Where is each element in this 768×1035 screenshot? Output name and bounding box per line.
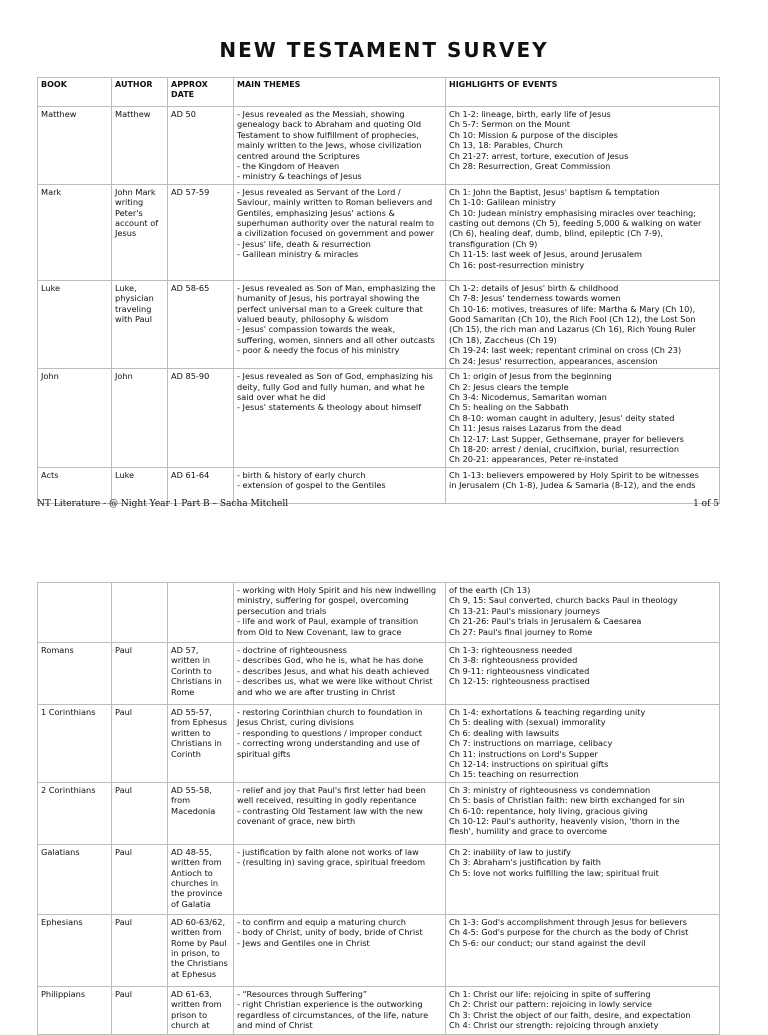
- highlights-cell-line: (Ch 6), healing deaf, dumb, blind, epileptic (Ch 7-9),: [449, 228, 664, 239]
- themes-cell-line: ministry, suffering for gospel, overcoming: [237, 595, 409, 606]
- author-cell: [112, 643, 168, 705]
- highlights-cell-line: Ch 11: Jesus raises Lazarus from the dead: [449, 423, 622, 434]
- book-cell: John: [38, 369, 112, 468]
- themes-cell-line: - describes us, what we were like without Christ: [237, 676, 433, 687]
- date-cell: [168, 643, 234, 705]
- table-row: [38, 914, 720, 986]
- themes-cell-line: genealogy back to Abraham and quoting Old: [237, 119, 422, 130]
- date-cell-line: in prison, to: [171, 948, 220, 959]
- author-cell-line: writing: [115, 197, 144, 208]
- highlights-cell-line: Ch 3-4: Nicodemus, Samaritan woman: [449, 391, 607, 402]
- themes-cell-line: - correcting wrong understanding and use of: [237, 738, 420, 749]
- table-row: [38, 643, 720, 705]
- date-cell-line: Macedonia: [171, 805, 216, 816]
- date-cell-line: Antioch to: [171, 867, 213, 878]
- author-cell-line: Paul: [115, 988, 133, 999]
- themes-cell-line: - Jesus' compassion towards the weak,: [237, 324, 396, 335]
- date-cell-line: Corinth to: [171, 665, 212, 676]
- highlights-cell-line: Ch 3: Christ the object of our faith, desire, and expectation: [449, 1009, 691, 1020]
- highlights-cell-line: flesh', humility and grace to overcome: [449, 826, 608, 837]
- date-cell-line: Rome: [171, 686, 195, 697]
- date-cell-line: AD 57,: [171, 645, 199, 655]
- themes-cell-line: a civilization focused on government and power: [237, 228, 434, 239]
- highlights-cell-line: Ch 9-11: righteousness vindicated: [449, 665, 590, 676]
- highlights-cell-line: Ch 9, 15: Saul converted, church backs Paul in theology: [449, 595, 678, 606]
- themes-cell-line: - poor & needy the focus of his ministry: [237, 345, 400, 356]
- themes-cell: [234, 583, 446, 643]
- themes-cell-line: - relief and joy that Paul's first letter had been: [237, 784, 426, 795]
- date-cell-line: from Ephesus: [171, 717, 227, 728]
- highlights-cell-line: Ch 21-27: arrest, torture, execution of Jesus: [449, 150, 629, 161]
- highlights-cell-line: Ch 1-2: details of Jesus' birth & childhood: [449, 282, 619, 293]
- highlights-cell-line: Ch 27: Paul's final journey to Rome: [449, 626, 593, 637]
- highlights-cell-line: Ch 13-21: Paul's missionary journeys: [449, 605, 600, 616]
- themes-cell-line: and who we are after trusting in Christ: [237, 686, 396, 697]
- date-cell-line: the province: [171, 888, 223, 899]
- book-cell: [38, 583, 112, 643]
- themes-cell-line: humanity of Jesus, his portrayal showing the: [237, 293, 420, 304]
- date-cell-line: AD 57-59: [171, 186, 210, 197]
- themes-cell-line: Gentiles, emphasizing Jesus' actions &: [237, 207, 395, 218]
- author-cell-line: Paul: [115, 846, 133, 857]
- highlights-cell-line: Ch 13, 18: Parables, Church: [449, 140, 563, 151]
- highlights-cell-line: casting out demons (Ch 5), feeding 5,000 & walking on water: [449, 218, 702, 229]
- date-cell-line: the Christians: [171, 958, 228, 969]
- highlights-cell-line: Ch 2: Christ our pattern: rejoicing in lowly service: [449, 999, 652, 1010]
- themes-cell-line: - responding to questions / improper conduct: [237, 727, 422, 738]
- date-cell-line: written to: [171, 727, 211, 738]
- highlights-cell-line: Ch 28: Resurrection, Great Commission: [449, 161, 611, 172]
- date-cell: [168, 782, 234, 844]
- themes-cell-line: said over what he did: [237, 391, 326, 402]
- author-cell-line: Luke: [115, 469, 135, 480]
- highlights-cell-line: (Ch 15), the rich man and Lazarus (Ch 16), Rich Young Ruler: [449, 324, 696, 335]
- themes-cell-line: - justification by faith alone not works of law: [237, 846, 419, 857]
- author-cell-line: John: [115, 371, 133, 382]
- date-cell-line: AD 61-64: [171, 469, 210, 480]
- highlights-cell-line: Ch 6: dealing with lawsuits: [449, 727, 560, 738]
- highlights-cell-line: Ch 12-15: righteousness practised: [449, 676, 590, 687]
- date-cell: [168, 705, 234, 783]
- highlights-cell-line: Ch 5: basis of Christian faith: new birth exchanged for sin: [449, 795, 685, 806]
- header-themes: MAIN THEMES: [234, 78, 446, 107]
- author-cell-line: Luke,: [115, 282, 137, 293]
- date-cell-line: of Galatia: [171, 898, 211, 909]
- date-cell-line: written in: [171, 655, 211, 666]
- themes-cell-line: - to confirm and equip a maturing church: [237, 916, 406, 927]
- themes-cell-line: - Galilean ministry & miracles: [237, 249, 359, 260]
- author-cell-line: Jesus: [115, 228, 137, 239]
- highlights-cell-line: Ch 11: instructions on Lord's Supper: [449, 748, 598, 759]
- highlights-cell-line: Ch 5: love not works fulfilling the law; spiritual fruit: [449, 867, 659, 878]
- author-cell-line: Paul: [115, 645, 133, 655]
- highlights-cell-line: (Ch 18), Zaccheus (Ch 19): [449, 334, 557, 345]
- highlights-cell-line: Good Samaritan (Ch 10), the Rich Fool (Ch 12), the Lost Son: [449, 314, 696, 325]
- highlights-cell-line: Ch 1-4: exhortations & teaching regarding unity: [449, 707, 646, 717]
- highlights-cell: [446, 705, 720, 783]
- themes-cell-line: deity, fully God and fully human, and what he: [237, 381, 425, 392]
- header-highlights: HIGHLIGHTS OF EVENTS: [446, 78, 720, 107]
- themes-cell-line: - doctrine of righteousness: [237, 645, 347, 655]
- highlights-cell-line: Ch 5-6: our conduct; our stand against the devil: [449, 937, 646, 948]
- book-cell: Romans: [38, 643, 112, 705]
- date-cell-line: written from: [171, 927, 222, 938]
- date-cell-line: written from: [171, 999, 222, 1010]
- themes-cell-line: - life and work of Paul, example of transition: [237, 616, 419, 627]
- author-cell: [112, 986, 168, 1034]
- highlights-cell: [446, 643, 720, 705]
- author-cell: [112, 583, 168, 643]
- themes-cell-line: - Jesus revealed as Son of God, emphasizing his: [237, 371, 433, 382]
- date-cell-line: AD 60-63/62,: [171, 916, 226, 927]
- highlights-cell-line: Ch 1-13: believers empowered by Holy Spirit to be witnesses: [449, 469, 699, 480]
- header-date-line-1: APPROX: [171, 80, 208, 89]
- highlights-cell: [446, 914, 720, 986]
- themes-cell-line: mainly written to the Jews, whose civilization: [237, 140, 422, 151]
- highlights-cell-line: Ch 3: Abraham's justification by faith: [449, 857, 601, 868]
- book-cell: 2 Corinthians: [38, 782, 112, 844]
- header-author: AUTHOR: [112, 78, 168, 107]
- themes-cell-line: regardless of circumstances, of the life, nature: [237, 1009, 429, 1020]
- date-cell-line: written from: [171, 857, 222, 868]
- themes-cell-line: Testament to show fulfillment of prophecies,: [237, 129, 419, 140]
- author-cell: [112, 782, 168, 844]
- themes-cell-line: suffering, women, sinners and all other outcasts: [237, 334, 435, 345]
- date-cell: [168, 844, 234, 914]
- author-cell-line: John Mark: [115, 186, 156, 197]
- highlights-cell-line: Ch 16: post-resurrection ministry: [449, 259, 585, 270]
- author-cell-line: physician: [115, 293, 154, 304]
- themes-cell-line: - describes Jesus, and what his death achieved: [237, 665, 430, 676]
- highlights-cell-line: in Jerusalem (Ch 1-8), Judea & Samaria (8-12), and the ends: [449, 480, 696, 491]
- highlights-cell-line: Ch 7: instructions on marriage, celibacy: [449, 738, 613, 749]
- date-cell-line: AD 58-65: [171, 282, 210, 293]
- themes-cell: [234, 782, 446, 844]
- themes-cell-line: covenant of grace, new birth: [237, 816, 356, 827]
- themes-cell-line: - right Christian experience is the outworking: [237, 999, 423, 1010]
- themes-cell-line: - Jesus revealed as Servant of the Lord /: [237, 186, 401, 197]
- highlights-cell-line: Ch 1: John the Baptist, Jesus' baptism & temptation: [449, 186, 660, 197]
- table-row: [38, 844, 720, 914]
- date-cell-line: AD 48-55,: [171, 846, 212, 857]
- highlights-cell-line: Ch 10-16: motives, treasures of life: Martha & Mary (Ch 10),: [449, 303, 696, 314]
- highlights-cell-line: transfiguration (Ch 9): [449, 238, 538, 249]
- footer-page-number: 1 of 5: [693, 499, 719, 509]
- date-cell: [168, 986, 234, 1034]
- author-cell: [112, 914, 168, 986]
- date-cell-line: AD 85-90: [171, 371, 210, 382]
- themes-cell-line: - describes God, who he is, what he has done: [237, 655, 424, 666]
- themes-cell-line: perfect universal man to a Greek culture that: [237, 303, 423, 314]
- themes-cell-line: Jesus Christ, curing divisions: [237, 717, 354, 728]
- date-cell-line: Christians in: [171, 676, 222, 687]
- themes-cell-line: - Jesus' life, death & resurrection: [237, 238, 371, 249]
- highlights-cell-line: Ch 3: ministry of righteousness vs condemnation: [449, 784, 651, 795]
- date-cell-line: church at: [171, 1020, 210, 1031]
- document-title: NEW TESTAMENT SURVEY: [219, 38, 549, 62]
- author-cell: [112, 705, 168, 783]
- themes-cell-line: - Jews and Gentiles one in Christ: [237, 937, 370, 948]
- themes-cell-line: - working with Holy Spirit and his new indwelling: [237, 585, 437, 595]
- highlights-cell: [446, 782, 720, 844]
- author-cell-line: Paul: [115, 916, 133, 927]
- date-cell-line: AD 61-63,: [171, 988, 212, 999]
- themes-cell-line: from Old to New Covenant, law to grace: [237, 626, 402, 637]
- book-cell: Matthew: [38, 107, 112, 185]
- themes-cell-line: valued beauty, philosophy & wisdom: [237, 314, 389, 325]
- date-cell: [168, 914, 234, 986]
- highlights-cell-line: Ch 4-5: God's purpose for the church as the body of Christ: [449, 927, 689, 938]
- themes-cell-line: centred around the Scriptures: [237, 150, 360, 161]
- highlights-cell-line: Ch 6-10: repentance, holy living, gracious giving: [449, 805, 648, 816]
- book-cell: Luke: [38, 280, 112, 368]
- book-cell: Philippians: [38, 986, 112, 1034]
- themes-cell-line: Saviour, mainly written to Roman believers and: [237, 197, 433, 208]
- themes-cell: [234, 705, 446, 783]
- header-book: BOOK: [38, 78, 112, 107]
- themes-cell-line: - Jesus revealed as the Messiah, showing: [237, 109, 405, 119]
- highlights-cell-line: Ch 1-2: lineage, birth, early life of Jesus: [449, 109, 611, 119]
- highlights-cell-line: Ch 3-8: righteousness provided: [449, 655, 578, 666]
- themes-cell: [234, 914, 446, 986]
- themes-cell-line: - Jesus' statements & theology about himself: [237, 402, 422, 413]
- themes-cell-line: - restoring Corinthian church to foundation in: [237, 707, 423, 717]
- book-cell: Mark: [38, 184, 112, 280]
- book-cell: 1 Corinthians: [38, 705, 112, 783]
- table-body-page-2: [38, 583, 720, 1035]
- highlights-cell-line: Ch 5: healing on the Sabbath: [449, 402, 569, 413]
- author-cell-line: traveling: [115, 303, 152, 314]
- highlights-cell-line: Ch 1: Christ our life: rejoicing in spite of suffering: [449, 988, 651, 999]
- date-cell-line: Christians in: [171, 738, 222, 749]
- highlights-cell-line: Ch 8-10: woman caught in adultery, Jesus' deity stated: [449, 412, 675, 423]
- date-cell-line: AD 50: [171, 109, 196, 119]
- themes-cell-line: - “Resources through Suffering”: [237, 988, 368, 999]
- date-cell-line: AD 55-58,: [171, 784, 212, 795]
- highlights-cell-line: Ch 1-3: God's accomplishment through Jesus for believers: [449, 916, 687, 927]
- themes-cell-line: - (resulting in) saving grace, spiritual freedom: [237, 857, 426, 868]
- date-cell-line: Rome by Paul: [171, 937, 227, 948]
- themes-cell-line: spiritual gifts: [237, 748, 291, 759]
- date-cell: [168, 583, 234, 643]
- highlights-cell-line: Ch 7-8: Jesus' tenderness towards women: [449, 293, 621, 304]
- highlights-cell-line: Ch 21-26: Paul's trials in Jerusalem & Caesarea: [449, 616, 642, 627]
- themes-cell-line: - birth & history of early church: [237, 469, 366, 480]
- date-cell-line: Corinth: [171, 748, 201, 759]
- themes-cell: [234, 643, 446, 705]
- book-cell: Ephesians: [38, 914, 112, 986]
- themes-cell-line: and mind of Christ: [237, 1020, 313, 1031]
- highlights-cell-line: Ch 5: dealing with (sexual) immorality: [449, 717, 606, 728]
- table-row: [38, 583, 720, 643]
- highlights-cell: [446, 986, 720, 1034]
- highlights-cell-line: Ch 4: Christ our strength: rejoicing through anxiety: [449, 1020, 659, 1031]
- highlights-cell-line: Ch 5-7: Sermon on the Mount: [449, 119, 570, 130]
- themes-cell-line: - ministry & teachings of Jesus: [237, 171, 362, 182]
- author-cell-line: Peter's: [115, 207, 143, 218]
- author-cell-line: with Paul: [115, 314, 153, 325]
- highlights-cell-line: Ch 1-10: Galilean ministry: [449, 197, 556, 208]
- highlights-cell-line: Ch 15: teaching on resurrection: [449, 769, 579, 780]
- highlights-cell: [446, 583, 720, 643]
- table-row: [38, 705, 720, 783]
- themes-cell: [234, 986, 446, 1034]
- date-cell-line: prison to: [171, 1009, 208, 1020]
- themes-cell-line: - the Kingdom of Heaven: [237, 161, 340, 172]
- table-row: [38, 782, 720, 844]
- highlights-cell-line: Ch 12-14: instructions on spiritual gifts: [449, 759, 609, 770]
- themes-cell-line: well received, resulting in godly repentance: [237, 795, 417, 806]
- date-cell-line: at Ephesus: [171, 968, 217, 979]
- themes-cell-line: - extension of gospel to the Gentiles: [237, 480, 386, 491]
- date-cell-line: churches in: [171, 878, 219, 889]
- highlights-cell-line: of the earth (Ch 13): [449, 585, 531, 595]
- highlights-cell-line: Ch 10-12: Paul's authority, heavenly vision, 'thorn in the: [449, 816, 680, 827]
- highlights-cell-line: Ch 12-17: Last Supper, Gethsemane, prayer for believers: [449, 433, 684, 444]
- highlights-cell-line: Ch 1: origin of Jesus from the beginning: [449, 371, 612, 382]
- date-cell-line: AD 55-57,: [171, 707, 212, 717]
- header-date-line-2: DATE: [171, 90, 195, 100]
- themes-cell-line: superhuman authority over the natural realm to: [237, 218, 435, 229]
- highlights-cell: [446, 844, 720, 914]
- footer-left-text: NT Literature - @ Night Year 1 Part B – Sacha Mitchell: [37, 499, 289, 509]
- highlights-cell-line: Ch 2: Jesus clears the temple: [449, 381, 569, 392]
- themes-cell: [234, 844, 446, 914]
- table-row: [38, 986, 720, 1034]
- author-cell-line: Paul: [115, 707, 133, 717]
- book-cell: Acts: [38, 467, 112, 503]
- highlights-cell-line: Ch 10: Judean ministry emphasising miracles over teaching;: [449, 207, 696, 218]
- highlights-cell-line: Ch 19-24: last week; repentant criminal on cross (Ch 23): [449, 345, 682, 356]
- author-cell-line: Matthew: [115, 109, 151, 119]
- themes-cell-line: - Jesus revealed as Son of Man, emphasizing the: [237, 282, 436, 293]
- highlights-cell-line: Ch 20-21: appearances, Peter re-instated: [449, 454, 619, 465]
- date-cell-line: from: [171, 795, 191, 806]
- book-cell: Galatians: [38, 844, 112, 914]
- author-cell-line: Paul: [115, 784, 133, 795]
- highlights-cell-line: Ch 24: Jesus' resurrection, appearances, ascension: [449, 355, 658, 366]
- themes-cell-line: persecution and trials: [237, 605, 327, 616]
- survey-table-page-2: [37, 582, 720, 1035]
- themes-cell-line: - body of Christ, unity of body, bride of Christ: [237, 927, 423, 938]
- highlights-cell-line: Ch 18-20: arrest / denial, crucifixion, burial, resurrection: [449, 443, 680, 454]
- highlights-cell-line: Ch 1-3: righteousness needed: [449, 645, 573, 655]
- highlights-cell-line: Ch 10: Mission & purpose of the disciples: [449, 129, 618, 140]
- themes-cell-line: - contrasting Old Testament law with the new: [237, 805, 423, 816]
- highlights-cell-line: Ch 2: inability of law to justify: [449, 846, 571, 857]
- highlights-cell-line: Ch 11-15: last week of Jesus, around Jerusalem: [449, 249, 642, 260]
- author-cell: [112, 844, 168, 914]
- author-cell-line: account of: [115, 218, 159, 229]
